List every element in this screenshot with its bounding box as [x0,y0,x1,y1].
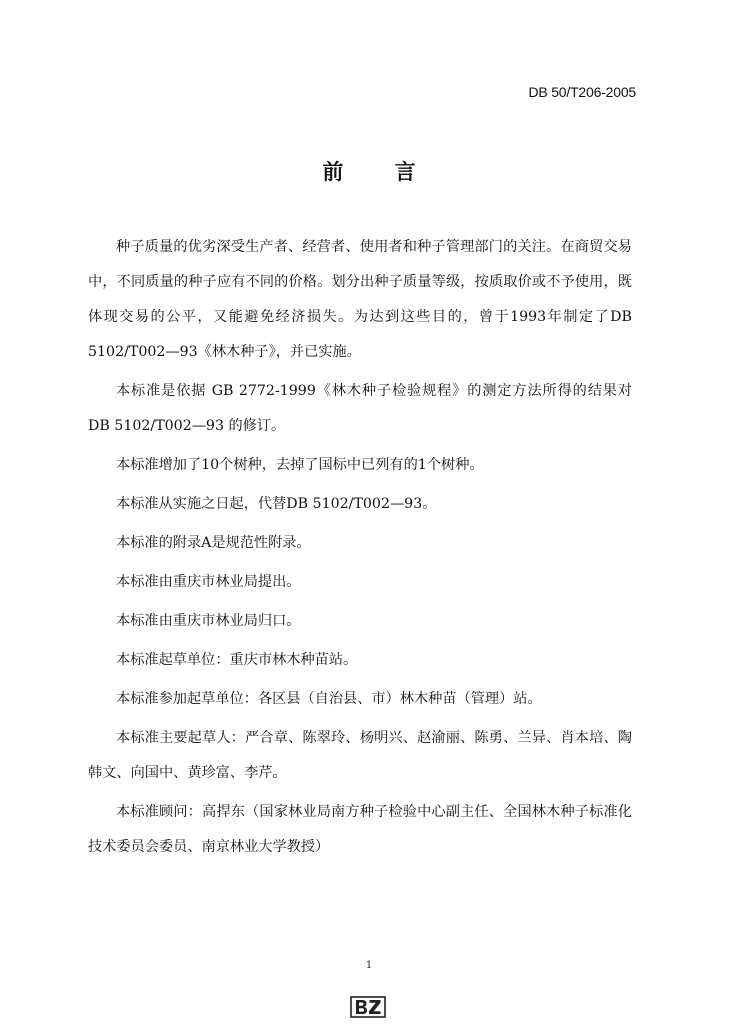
paragraph-proposed-by: 本标准由重庆市林业局提出。 [116,574,301,590]
paragraph-participating-units: 本标准参加起草单位：各区县（自治县、市）林木种苗（管理）站。 [116,691,542,707]
paragraph-intro: 种子质量的优劣深受生产者、经营者、使用者和种子管理部门的关注。在商贸交易中，不同质量的种子应有不同的价格。划分出种子质量等级，按质取价或不予使用，既体现交易的公平，又能避免经济损失。为达到这些目的，曾于1993年制定了DB 5102/T002—93《林木种子》，并已实施。 [88,239,632,360]
bz-logo-icon [350,996,386,1018]
paragraph-drafting-unit: 本标准起草单位：重庆市林木种苗站。 [116,652,358,668]
paragraph-annex: 本标准的附录A是规范性附录。 [116,535,311,551]
paragraph-centralized-by: 本标准由重庆市林业局归口。 [116,613,301,629]
paragraph-basis: 本标准是依据 GB 2772-1999《林木种子检验规程》的测定方法所得的结果对 DB 5102/T002—93 的修订。 [88,383,632,434]
paragraph-main-drafters: 本标准主要起草人：严合章、陈翠玲、杨明兴、赵渝丽、陈勇、兰异、肖本培、陶韩文、向国中、黄珍富、李芹。 [88,730,632,781]
page-title: 前 言 [322,160,438,184]
paragraph-advisor: 本标准顾问：高捍东（国家林业局南方种子检验中心副主任、全国林木种子标准化技术委员会委员、南京林业大学教授） [88,804,632,855]
paragraph-species-added: 本标准增加了10个树种，去掉了国标中已列有的1个树种。 [116,457,484,473]
document-code: DB 50/T206-2005 [528,84,636,100]
paragraph-replaces: 本标准从实施之日起，代替DB 5102/T002—93。 [116,496,437,512]
page-number: 1 [365,960,373,971]
document-body [88,230,632,869]
